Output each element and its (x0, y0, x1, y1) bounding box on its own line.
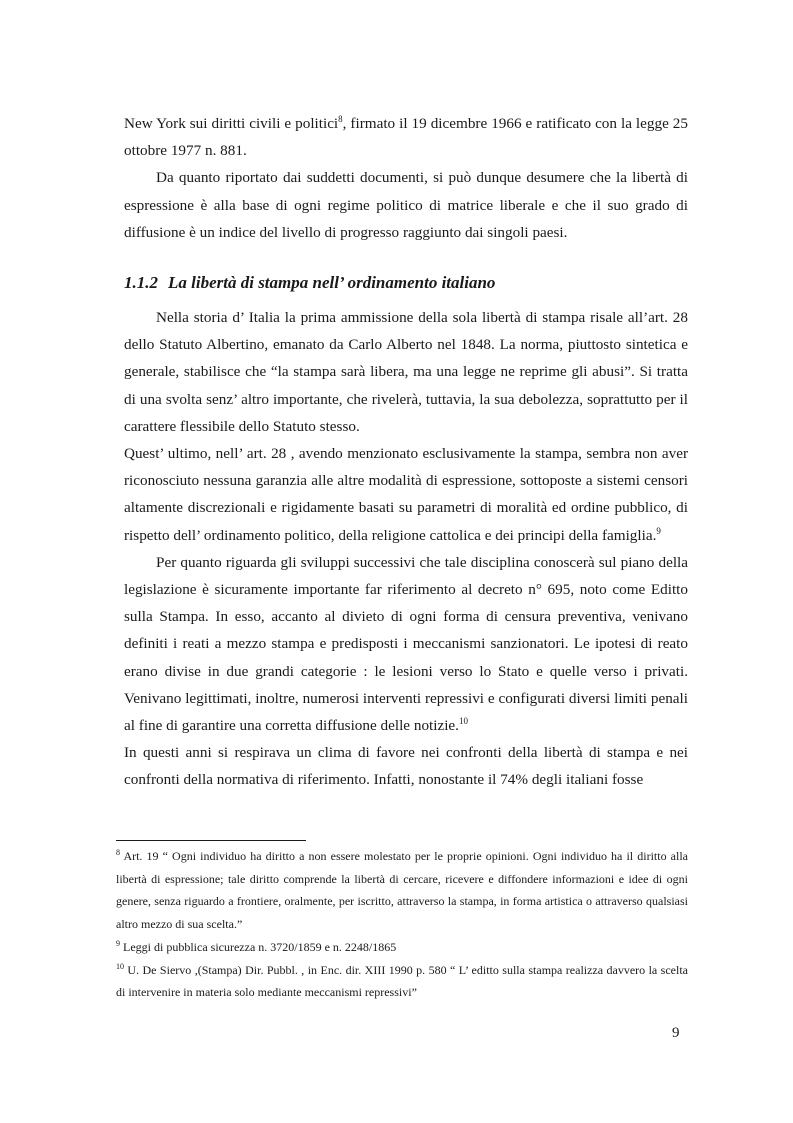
section-title: La libertà di stampa nell’ ordinamento italiano (168, 273, 496, 292)
text-block-intro (124, 110, 688, 246)
section-heading (124, 273, 495, 293)
footnote: $^9$ Leggi di pubblica sicurezza n. 3720/1859 e n. 2248/1865 (116, 938, 397, 954)
footnote-ref-10[interactable]: 10 (458, 715, 468, 726)
footnote-mark: 8 (116, 848, 120, 857)
footnote-ref-9[interactable]: 9 (656, 525, 661, 536)
footnote: $^8$ Art. 19 “ Ogni individuo ha diritto a non essere molestato per le proprie opinioni. Ogni individuo ha il diritto alla libertà di espressione; tale diritto comprende la libertà di cercare, ricevere e diffondere informazioni e idee di ogni genere, senza riguardo a frontiere, oralmente, per iscritto, attraverso la stampa, in forma artistica o attraverso qualsiasi altro mezzo di sua scelta.” (116, 848, 688, 932)
footnote-mark: 9 (116, 938, 120, 948)
paragraph: Quest’ ultimo, nell’ art. 28 , avendo menzionato esclusivamente la stampa, sembra non aver riconosciuto nessuna garanzia alle altre modalità di espressione, sottoposte a sistemi censori altamente discrezionali e rigidamente basati su parametri di moralità ed ordine pubblico, di rispetto dell’ ordinamento politico, della religione cattolica e dei principi della famiglia.$^9$ (124, 445, 688, 544)
text-block-section (124, 304, 688, 794)
section-number: 1.1.2 (124, 273, 158, 292)
footnote-mark: 10 (116, 961, 124, 971)
paragraph: In questi anni si respirava un clima di favore nei confronti della libertà di stampa e nei confronti della normativa di riferimento. Infatti, nonostante il 74% degli italiani fosse (124, 744, 688, 789)
footnote-ref-8[interactable]: 8 (338, 113, 343, 124)
footnotes (116, 845, 688, 1004)
paragraph: Nella storia d’ Italia la prima ammissione della sola libertà di stampa risale all’art. 28 dello Statuto Albertino, emanato da Carlo Alberto nel 1848. La norma, piuttosto sintetica e generale, stabilisce che “la stampa sarà libera, ma una legge ne reprime gli abusi”. Si tratta di una svolta senz’ altro importante, che rivelerà, tuttavia, la sua debolezza, soprattutto per il carattere flessibile dello Statuto stesso. (124, 309, 688, 435)
footnote: $^{10}$ U. De Siervo ,(Stampa) Dir. Pubbl. , in Enc. dir. XIII 1990 p. 580 “ L’ editto sulla stampa realizza davvero la scelta di intervenire in materia solo mediante meccanismi repressivi” (116, 961, 688, 1000)
paragraph: Per quanto riguarda gli sviluppi successivi che tale disciplina conoscerà sul piano della legislazione è sicuramente importante far riferimento al decreto n° 695, noto come Editto sulla Stampa. In esso, accanto al divieto di ogni forma di censura preventiva, venivano definiti i reati a mezzo stampa e predisposti i meccanismi sanzionatori. Le ipotesi di reato erano divise in due grandi categorie : le lesioni verso lo Stato e quelle verso i privati. Venivano legittimati, inoltre, numerosi interventi repressivi e configurati diversi limiti penali al fine di garantire una corretta diffusione delle notizie.$^{10}$ (124, 553, 688, 735)
paragraph: Da quanto riportato dai suddetti documenti, si può dunque desumere che la libertà di espressione è alla base di ogni regime politico di matrice liberale e che il suo grado di diffusione è un indice del livello di progresso raggiunto dai singoli paesi. (124, 169, 688, 241)
page-number: 9 (672, 1025, 680, 1041)
footnote-separator (116, 840, 306, 841)
paragraph-continuation: New York sui diritti civili e politici$^8$, firmato il 19 dicembre 1966 e ratificato con la legge 25 ottobre 1977 n. 881. (124, 113, 688, 160)
